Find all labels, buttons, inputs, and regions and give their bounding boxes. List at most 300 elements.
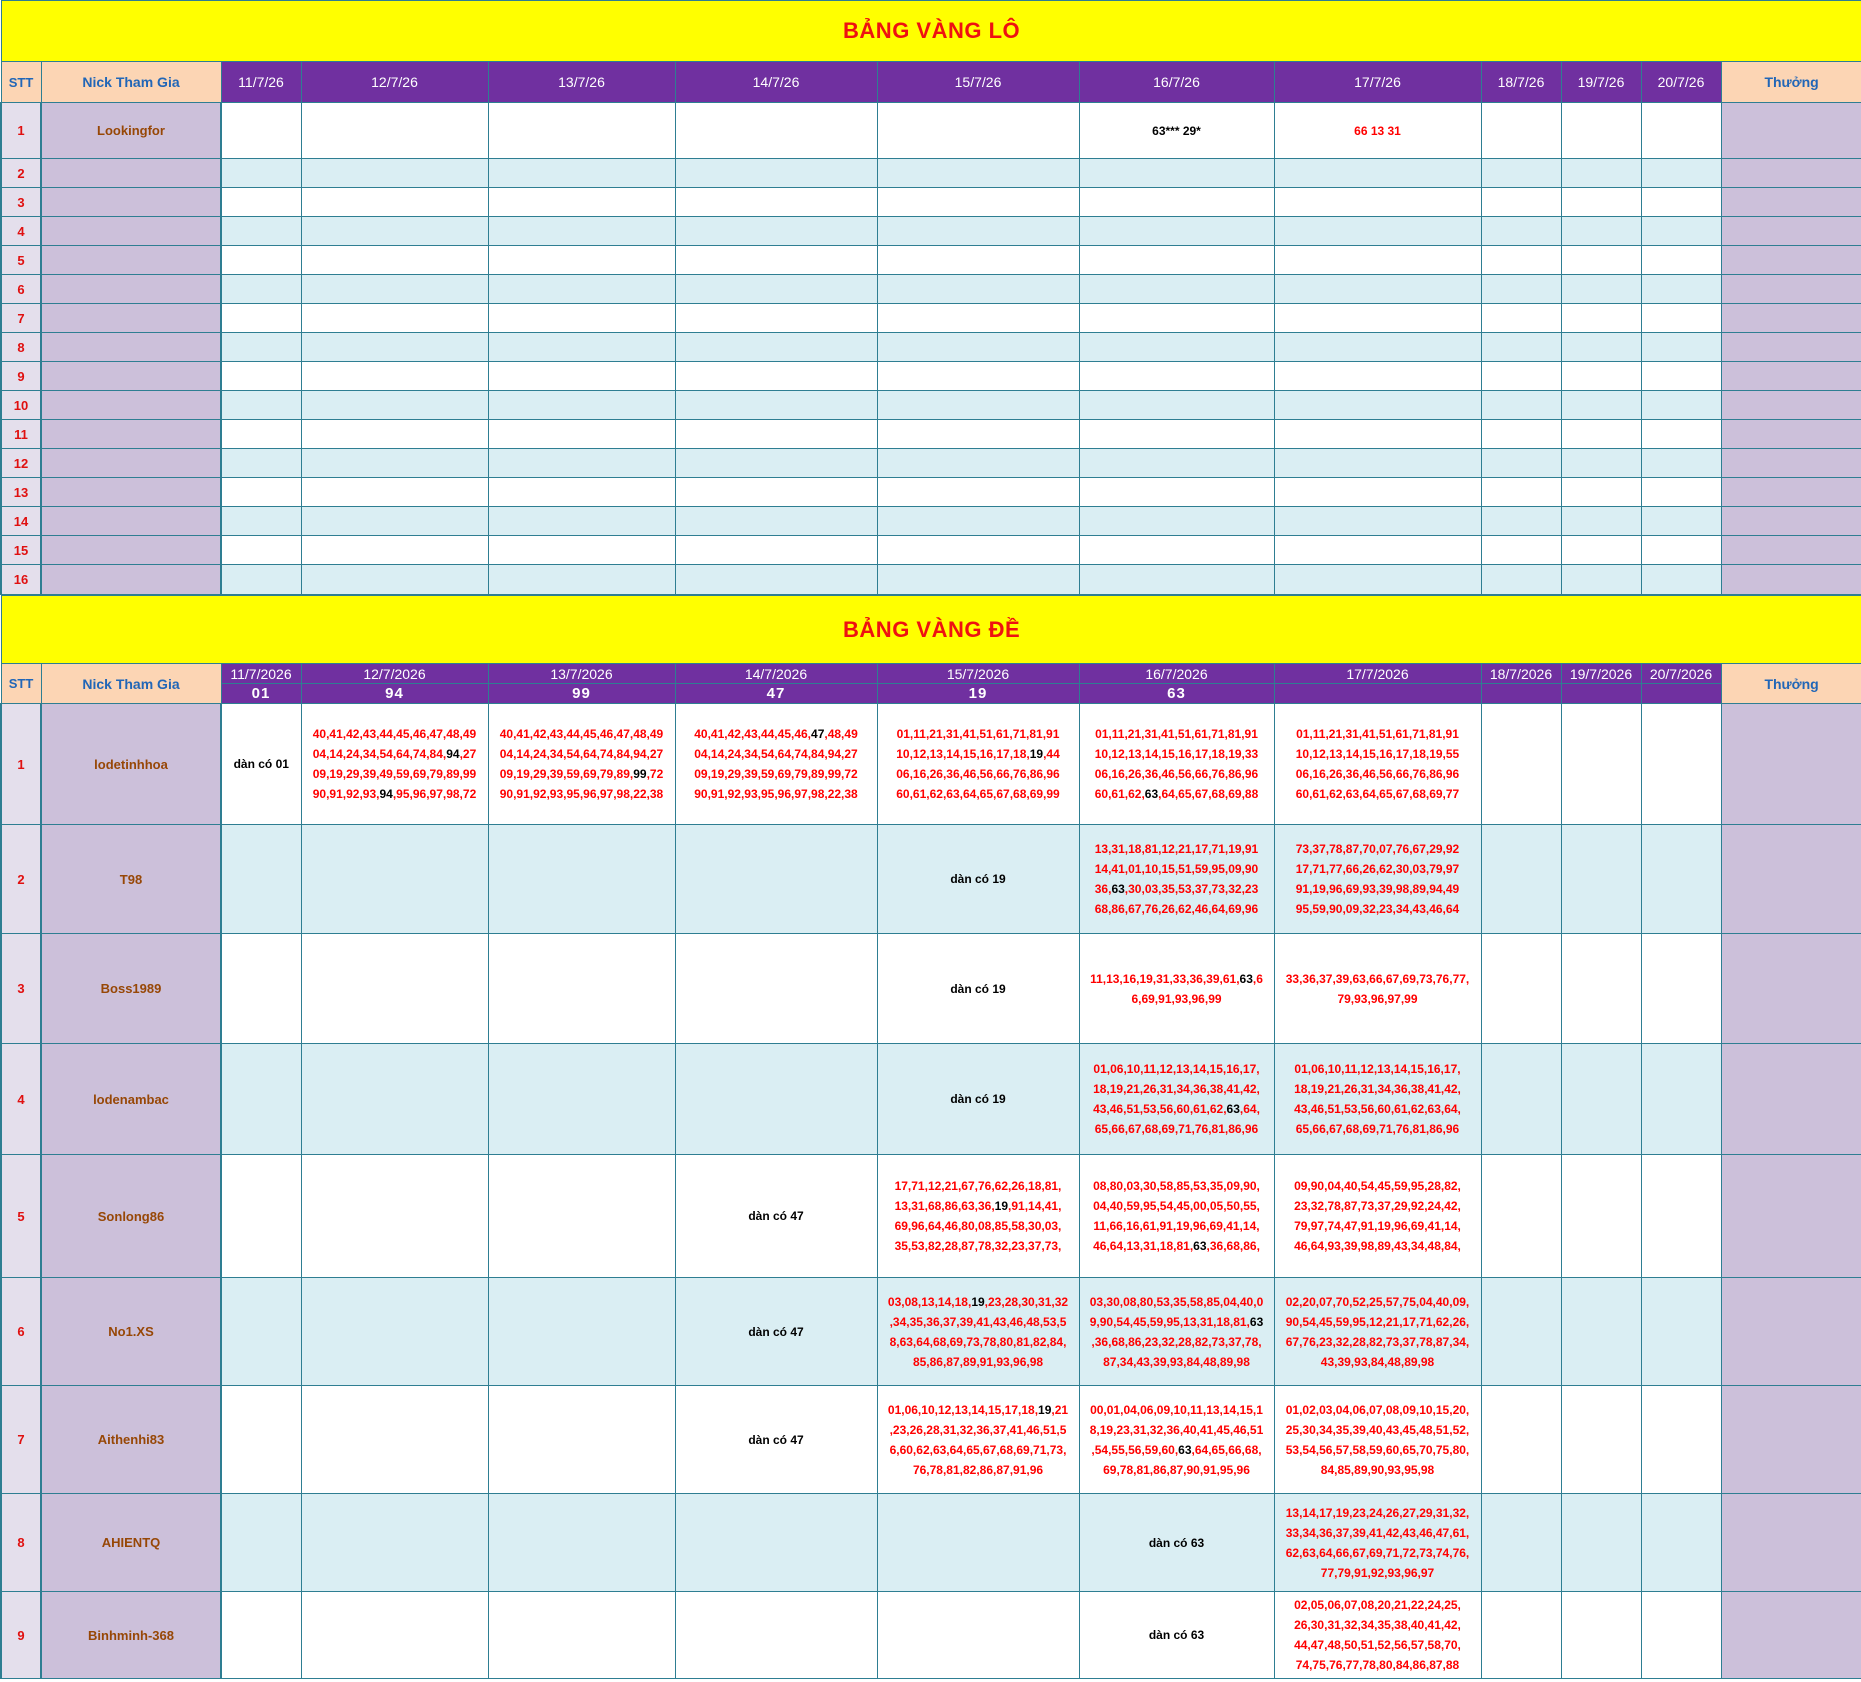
de-cell[interactable] xyxy=(1561,1155,1641,1278)
lo-row-nick xyxy=(41,304,221,333)
lo-cell[interactable] xyxy=(1079,449,1274,478)
de-row-stt: 9 xyxy=(1,1592,41,1679)
de-cell[interactable] xyxy=(221,1044,301,1155)
lo-cell[interactable] xyxy=(301,536,488,565)
lo-cell[interactable] xyxy=(1481,565,1561,595)
lo-row-nick: Lookingfor xyxy=(41,103,221,159)
lo-cell[interactable] xyxy=(488,246,675,275)
de-cell[interactable] xyxy=(488,1592,675,1679)
de-cell[interactable] xyxy=(1274,1278,1481,1386)
de-cell[interactable] xyxy=(1641,1386,1721,1494)
de-row-prize xyxy=(1721,1494,1861,1592)
de-cell[interactable] xyxy=(877,704,1079,825)
lo-cell[interactable] xyxy=(1079,333,1274,362)
lo-cell[interactable] xyxy=(1274,449,1481,478)
lo-cell[interactable] xyxy=(221,362,301,391)
de-cell[interactable] xyxy=(221,934,301,1044)
lo-cell[interactable] xyxy=(488,159,675,188)
lo-cell[interactable] xyxy=(221,188,301,217)
de-cell[interactable] xyxy=(1481,1494,1561,1592)
de-cell[interactable]: dàn có 19 xyxy=(877,825,1079,934)
lo-cell[interactable] xyxy=(1481,362,1561,391)
lo-cell[interactable] xyxy=(1079,478,1274,507)
lo-cell[interactable] xyxy=(488,304,675,333)
lo-cell[interactable] xyxy=(1641,103,1721,159)
de-cell[interactable]: dàn có 01 xyxy=(221,704,301,825)
de-cell[interactable]: dàn có 47 xyxy=(675,1155,877,1278)
lo-cell[interactable] xyxy=(1561,246,1641,275)
lo-cell[interactable] xyxy=(675,391,877,420)
lo-cell[interactable] xyxy=(221,478,301,507)
lo-cell[interactable] xyxy=(301,391,488,420)
lo-cell[interactable] xyxy=(1481,159,1561,188)
lo-cell[interactable] xyxy=(675,217,877,246)
lo-cell[interactable] xyxy=(1641,246,1721,275)
lo-cell[interactable] xyxy=(675,362,877,391)
lo-cell[interactable] xyxy=(1481,188,1561,217)
lo-table-row xyxy=(1,246,1861,275)
de-cell[interactable] xyxy=(221,1155,301,1278)
de-cell[interactable] xyxy=(488,825,675,934)
de-cell[interactable]: dàn có 63 xyxy=(1079,1592,1274,1679)
lo-cell[interactable] xyxy=(1561,333,1641,362)
lo-cell[interactable] xyxy=(877,478,1079,507)
lo-cell[interactable]: 63*** 29* xyxy=(1079,103,1274,159)
de-cell-line: 90,91,92,93,95,96,97,98,22,38 xyxy=(499,787,664,801)
lo-cell[interactable] xyxy=(1561,565,1641,595)
lo-cell[interactable] xyxy=(1641,217,1721,246)
de-cell[interactable] xyxy=(1561,1386,1641,1494)
de-cell[interactable] xyxy=(1641,1044,1721,1155)
de-cell[interactable] xyxy=(1641,1278,1721,1386)
lo-cell[interactable] xyxy=(675,449,877,478)
de-cell-line: 01,02,03,04,06,07,08,09,10,15,20, xyxy=(1285,1402,1470,1417)
de-cell[interactable] xyxy=(1641,704,1721,825)
de-cell[interactable] xyxy=(1481,1278,1561,1386)
lo-cell[interactable] xyxy=(488,217,675,246)
lo-cell[interactable] xyxy=(1641,391,1721,420)
de-cell[interactable] xyxy=(1274,1494,1481,1592)
de-cell[interactable] xyxy=(1561,1592,1641,1679)
lo-cell[interactable] xyxy=(675,246,877,275)
lo-cell[interactable] xyxy=(877,333,1079,362)
de-cell[interactable] xyxy=(1274,1044,1481,1155)
lo-cell[interactable] xyxy=(301,159,488,188)
lo-cell[interactable] xyxy=(1079,391,1274,420)
lo-cell[interactable] xyxy=(1481,536,1561,565)
de-result-number xyxy=(1561,684,1641,704)
lo-cell[interactable] xyxy=(1274,217,1481,246)
lo-cell[interactable]: 66 13 31 xyxy=(1274,103,1481,159)
lo-header-date: 15/7/26 xyxy=(877,62,1079,103)
lo-cell[interactable] xyxy=(1079,304,1274,333)
lo-cell[interactable] xyxy=(675,536,877,565)
lo-cell[interactable] xyxy=(1641,478,1721,507)
lo-cell[interactable] xyxy=(1641,275,1721,304)
de-cell[interactable] xyxy=(675,1494,877,1592)
de-cell[interactable] xyxy=(301,1278,488,1386)
lo-cell[interactable] xyxy=(1481,246,1561,275)
de-cell[interactable] xyxy=(1274,825,1481,934)
de-cell[interactable] xyxy=(301,934,488,1044)
lo-cell[interactable] xyxy=(301,449,488,478)
lo-cell[interactable] xyxy=(1079,188,1274,217)
winning-number: 47 xyxy=(811,727,825,741)
lo-cell[interactable] xyxy=(877,536,1079,565)
lo-cell[interactable] xyxy=(221,507,301,536)
lo-cell[interactable] xyxy=(675,478,877,507)
de-cell[interactable] xyxy=(1274,1386,1481,1494)
lo-row-stt: 14 xyxy=(1,507,41,536)
de-cell[interactable] xyxy=(488,1155,675,1278)
lo-cell[interactable] xyxy=(877,304,1079,333)
lo-cell[interactable] xyxy=(1079,507,1274,536)
lo-cell[interactable] xyxy=(1561,103,1641,159)
lo-cell[interactable] xyxy=(1079,275,1274,304)
lo-cell[interactable] xyxy=(1641,449,1721,478)
lo-row-stt: 15 xyxy=(1,536,41,565)
lo-cell[interactable] xyxy=(488,275,675,304)
lo-cell[interactable] xyxy=(1641,536,1721,565)
de-cell-line: 67,76,23,32,28,82,73,37,78,87,34, xyxy=(1285,1334,1470,1349)
de-result-number: 47 xyxy=(675,684,877,704)
lo-cell[interactable] xyxy=(877,420,1079,449)
de-cell[interactable] xyxy=(488,1044,675,1155)
lo-cell[interactable] xyxy=(675,188,877,217)
de-cell[interactable]: dàn có 19 xyxy=(877,934,1079,1044)
lo-cell[interactable] xyxy=(1481,275,1561,304)
de-header-date: 11/7/2026 xyxy=(221,664,301,684)
de-cell[interactable] xyxy=(1641,1494,1721,1592)
de-cell[interactable] xyxy=(1641,1155,1721,1278)
de-cell[interactable] xyxy=(1079,934,1274,1044)
lo-cell[interactable] xyxy=(1641,420,1721,449)
de-result-number: 19 xyxy=(877,684,1079,704)
lo-cell[interactable] xyxy=(1561,304,1641,333)
lo-cell[interactable] xyxy=(877,188,1079,217)
lo-cell[interactable] xyxy=(221,333,301,362)
de-cell[interactable]: dàn có 47 xyxy=(675,1386,877,1494)
de-cell-line: 01,11,21,31,41,51,61,71,81,91 xyxy=(896,727,1060,741)
lo-cell[interactable] xyxy=(221,159,301,188)
lo-cell[interactable] xyxy=(1641,188,1721,217)
lo-cell[interactable] xyxy=(877,565,1079,595)
lo-cell[interactable] xyxy=(488,449,675,478)
lo-cell[interactable] xyxy=(877,275,1079,304)
lo-cell[interactable] xyxy=(1274,536,1481,565)
lo-cell[interactable] xyxy=(488,565,675,595)
lo-cell[interactable] xyxy=(1481,103,1561,159)
lo-cell[interactable] xyxy=(301,478,488,507)
lo-cell[interactable] xyxy=(1561,507,1641,536)
lo-cell[interactable] xyxy=(1274,333,1481,362)
de-cell[interactable] xyxy=(675,825,877,934)
lo-cell[interactable] xyxy=(1561,362,1641,391)
lo-cell[interactable] xyxy=(1274,188,1481,217)
de-cell[interactable] xyxy=(301,1044,488,1155)
de-cell[interactable] xyxy=(1641,934,1721,1044)
lo-cell[interactable] xyxy=(221,304,301,333)
lo-cell[interactable] xyxy=(1274,420,1481,449)
lo-cell[interactable] xyxy=(1274,391,1481,420)
lo-row-prize xyxy=(1721,449,1861,478)
de-cell[interactable] xyxy=(877,1494,1079,1592)
lo-cell[interactable] xyxy=(877,159,1079,188)
de-cell[interactable] xyxy=(488,1278,675,1386)
de-cell[interactable]: dàn có 63 xyxy=(1079,1494,1274,1592)
lo-cell[interactable] xyxy=(221,391,301,420)
de-cell[interactable] xyxy=(1561,825,1641,934)
lo-cell[interactable] xyxy=(221,246,301,275)
lo-cell[interactable] xyxy=(301,565,488,595)
de-cell[interactable] xyxy=(675,1592,877,1679)
lo-cell[interactable] xyxy=(1561,275,1641,304)
lo-cell[interactable] xyxy=(301,103,488,159)
lo-cell[interactable] xyxy=(1274,362,1481,391)
lo-cell[interactable] xyxy=(1274,159,1481,188)
lo-cell[interactable] xyxy=(1561,217,1641,246)
de-cell[interactable] xyxy=(1079,1155,1274,1278)
lo-cell[interactable] xyxy=(488,391,675,420)
lo-cell[interactable] xyxy=(488,333,675,362)
lo-cell[interactable] xyxy=(221,217,301,246)
de-row-prize xyxy=(1721,1044,1861,1155)
lo-cell[interactable] xyxy=(1079,565,1274,595)
lo-cell[interactable] xyxy=(301,362,488,391)
lo-cell[interactable] xyxy=(1641,362,1721,391)
de-cell[interactable] xyxy=(877,1592,1079,1679)
lo-row-prize xyxy=(1721,246,1861,275)
de-cell[interactable] xyxy=(1481,1044,1561,1155)
de-cell-line: 03,08,13,14,18,19,23,28,30,31,32 xyxy=(887,1294,1069,1309)
lo-cell[interactable] xyxy=(1079,420,1274,449)
lo-cell[interactable] xyxy=(877,507,1079,536)
lo-cell[interactable] xyxy=(1481,507,1561,536)
lo-cell[interactable] xyxy=(301,246,488,275)
de-cell[interactable] xyxy=(877,1386,1079,1494)
lo-cell[interactable] xyxy=(675,507,877,536)
lo-cell[interactable] xyxy=(488,188,675,217)
lo-cell[interactable] xyxy=(1481,304,1561,333)
lo-cell[interactable] xyxy=(1641,304,1721,333)
lo-cell[interactable] xyxy=(1561,420,1641,449)
de-cell[interactable]: dàn có 47 xyxy=(675,1278,877,1386)
de-cell[interactable] xyxy=(301,1155,488,1278)
lo-cell[interactable] xyxy=(1481,420,1561,449)
de-cell[interactable] xyxy=(877,1278,1079,1386)
de-cell-line: 09,19,29,39,59,69,79,89,99,72 xyxy=(499,767,664,781)
de-cell[interactable] xyxy=(1481,1386,1561,1494)
de-cell-line: 74,75,76,77,78,80,84,86,87,88 xyxy=(1295,1658,1460,1672)
de-cell[interactable] xyxy=(1481,704,1561,825)
lo-cell[interactable] xyxy=(301,420,488,449)
lo-cell[interactable] xyxy=(1561,159,1641,188)
de-cell[interactable] xyxy=(1481,934,1561,1044)
de-cell[interactable] xyxy=(1561,704,1641,825)
lo-cell[interactable] xyxy=(488,507,675,536)
de-cell-line: 84,85,89,90,93,95,98 xyxy=(1320,1462,1435,1477)
lo-cell[interactable] xyxy=(877,391,1079,420)
de-cell[interactable] xyxy=(301,1386,488,1494)
lo-cell[interactable] xyxy=(221,103,301,159)
de-cell[interactable] xyxy=(1079,825,1274,934)
de-cell[interactable] xyxy=(675,704,877,825)
de-cell-line: 18,19,21,26,31,34,36,38,41,42, xyxy=(1093,1082,1260,1096)
winning-number: 99 xyxy=(633,767,647,781)
lo-cell[interactable] xyxy=(301,188,488,217)
lo-cell[interactable] xyxy=(1561,188,1641,217)
lo-cell[interactable] xyxy=(301,275,488,304)
de-cell[interactable] xyxy=(488,1494,675,1592)
lo-cell[interactable] xyxy=(1481,391,1561,420)
de-cell-line: 09,19,29,39,49,59,69,79,89,99 xyxy=(312,767,477,781)
de-cell[interactable] xyxy=(1079,1386,1274,1494)
lo-cell[interactable] xyxy=(1481,333,1561,362)
de-cell-line: 01,11,21,31,41,51,61,71,81,91 xyxy=(1296,727,1459,741)
lo-cell[interactable] xyxy=(488,536,675,565)
lo-cell[interactable] xyxy=(488,362,675,391)
lo-cell[interactable] xyxy=(675,304,877,333)
lo-cell[interactable] xyxy=(301,507,488,536)
lo-cell[interactable] xyxy=(1274,275,1481,304)
lo-cell[interactable] xyxy=(675,275,877,304)
de-cell[interactable] xyxy=(1274,1155,1481,1278)
lo-cell[interactable] xyxy=(1274,507,1481,536)
lo-cell[interactable] xyxy=(877,449,1079,478)
de-cell-line: 65,66,67,68,69,71,76,81,86,96 xyxy=(1295,1122,1460,1136)
lo-cell[interactable] xyxy=(301,333,488,362)
lo-cell[interactable] xyxy=(1079,246,1274,275)
lo-header-date: 18/7/26 xyxy=(1481,62,1561,103)
lo-cell[interactable] xyxy=(675,159,877,188)
de-cell[interactable] xyxy=(1481,1592,1561,1679)
de-cell[interactable] xyxy=(488,704,675,825)
de-cell[interactable] xyxy=(301,1592,488,1679)
lo-cell[interactable] xyxy=(1079,217,1274,246)
de-cell[interactable] xyxy=(221,1494,301,1592)
lo-cell[interactable] xyxy=(1481,449,1561,478)
de-cell[interactable] xyxy=(1274,1592,1481,1679)
de-cell-line: 46,64,13,31,18,81,63,36,68,86, xyxy=(1093,1239,1260,1253)
de-cell[interactable] xyxy=(1561,934,1641,1044)
lo-cell[interactable] xyxy=(675,420,877,449)
de-cell[interactable] xyxy=(221,1278,301,1386)
de-cell[interactable] xyxy=(1641,825,1721,934)
de-cell[interactable] xyxy=(1641,1592,1721,1679)
lo-cell[interactable] xyxy=(1274,478,1481,507)
de-header-prize: Thưởng xyxy=(1721,664,1861,704)
lo-cell[interactable] xyxy=(1561,478,1641,507)
lo-cell[interactable] xyxy=(221,420,301,449)
de-cell[interactable] xyxy=(221,1386,301,1494)
lo-cell[interactable] xyxy=(488,420,675,449)
lo-cell[interactable] xyxy=(1641,507,1721,536)
lo-cell[interactable] xyxy=(1641,565,1721,595)
de-cell-line: 10,12,13,14,15,16,17,18,19,55 xyxy=(1295,747,1460,761)
de-cell-line: 76,78,81,82,86,87,91,96 xyxy=(912,1462,1044,1477)
de-cell-line: 11,13,16,19,31,33,36,39,61,63,6 xyxy=(1090,971,1263,986)
de-cell[interactable] xyxy=(1274,934,1481,1044)
lo-cell[interactable] xyxy=(675,103,877,159)
de-cell-line: 90,91,92,93,94,95,96,97,98,72 xyxy=(312,787,477,801)
de-cell[interactable] xyxy=(301,825,488,934)
lo-cell[interactable] xyxy=(877,217,1079,246)
de-cell[interactable] xyxy=(1481,825,1561,934)
lo-cell[interactable] xyxy=(1641,333,1721,362)
de-title: BẢNG VÀNG ĐỀ xyxy=(1,596,1861,664)
de-row-prize xyxy=(1721,1592,1861,1679)
lo-cell[interactable] xyxy=(488,103,675,159)
de-cell[interactable] xyxy=(301,1494,488,1592)
lo-cell[interactable] xyxy=(488,478,675,507)
de-cell-line: 79,97,74,47,91,19,96,69,41,14, xyxy=(1294,1219,1461,1233)
de-cell[interactable] xyxy=(675,934,877,1044)
lo-cell[interactable] xyxy=(1481,478,1561,507)
lo-cell[interactable] xyxy=(221,536,301,565)
de-cell[interactable]: dàn có 19 xyxy=(877,1044,1079,1155)
de-cell[interactable] xyxy=(1561,1278,1641,1386)
de-row-nick: Boss1989 xyxy=(41,934,221,1044)
lo-cell[interactable] xyxy=(1274,304,1481,333)
de-row-stt: 6 xyxy=(1,1278,41,1386)
de-cell[interactable] xyxy=(1079,704,1274,825)
lo-cell[interactable] xyxy=(1079,362,1274,391)
de-cell-line: 62,63,64,66,67,69,71,72,73,74,76, xyxy=(1285,1545,1470,1560)
de-row-prize xyxy=(1721,1155,1861,1278)
de-cell[interactable] xyxy=(1481,1155,1561,1278)
lo-cell[interactable] xyxy=(1079,536,1274,565)
de-cell[interactable] xyxy=(1079,1044,1274,1155)
lo-table-row xyxy=(1,103,1861,159)
lo-cell[interactable] xyxy=(877,103,1079,159)
de-cell[interactable] xyxy=(1274,704,1481,825)
lo-cell[interactable] xyxy=(877,246,1079,275)
lo-cell[interactable] xyxy=(301,217,488,246)
lo-row-prize xyxy=(1721,159,1861,188)
lo-cell[interactable] xyxy=(675,565,877,595)
lo-cell[interactable] xyxy=(1481,217,1561,246)
de-cell[interactable] xyxy=(1561,1044,1641,1155)
lo-cell[interactable] xyxy=(1641,159,1721,188)
lo-cell[interactable] xyxy=(1561,391,1641,420)
lo-cell[interactable] xyxy=(675,333,877,362)
de-cell[interactable] xyxy=(1079,1278,1274,1386)
lo-cell[interactable] xyxy=(301,304,488,333)
lo-row-prize xyxy=(1721,217,1861,246)
de-cell[interactable] xyxy=(877,1155,1079,1278)
winning-number: 19 xyxy=(1038,1402,1052,1417)
de-cell[interactable] xyxy=(1561,1494,1641,1592)
de-cell-line: 25,30,34,35,39,40,43,45,48,51,52, xyxy=(1285,1422,1470,1437)
lo-row-stt: 6 xyxy=(1,275,41,304)
de-cell[interactable] xyxy=(221,825,301,934)
lo-cell[interactable] xyxy=(1561,449,1641,478)
lo-cell[interactable] xyxy=(221,449,301,478)
de-cell[interactable] xyxy=(488,1386,675,1494)
de-cell[interactable] xyxy=(675,1044,877,1155)
lo-cell[interactable] xyxy=(221,565,301,595)
lo-cell[interactable] xyxy=(221,275,301,304)
de-cell[interactable] xyxy=(301,704,488,825)
lo-cell[interactable] xyxy=(1561,536,1641,565)
lo-cell[interactable] xyxy=(1274,565,1481,595)
winning-number: 63 xyxy=(1226,1102,1240,1116)
lo-cell[interactable] xyxy=(1079,159,1274,188)
de-cell[interactable] xyxy=(488,934,675,1044)
de-cell[interactable] xyxy=(221,1592,301,1679)
lo-cell[interactable] xyxy=(1274,246,1481,275)
lo-cell[interactable] xyxy=(877,362,1079,391)
